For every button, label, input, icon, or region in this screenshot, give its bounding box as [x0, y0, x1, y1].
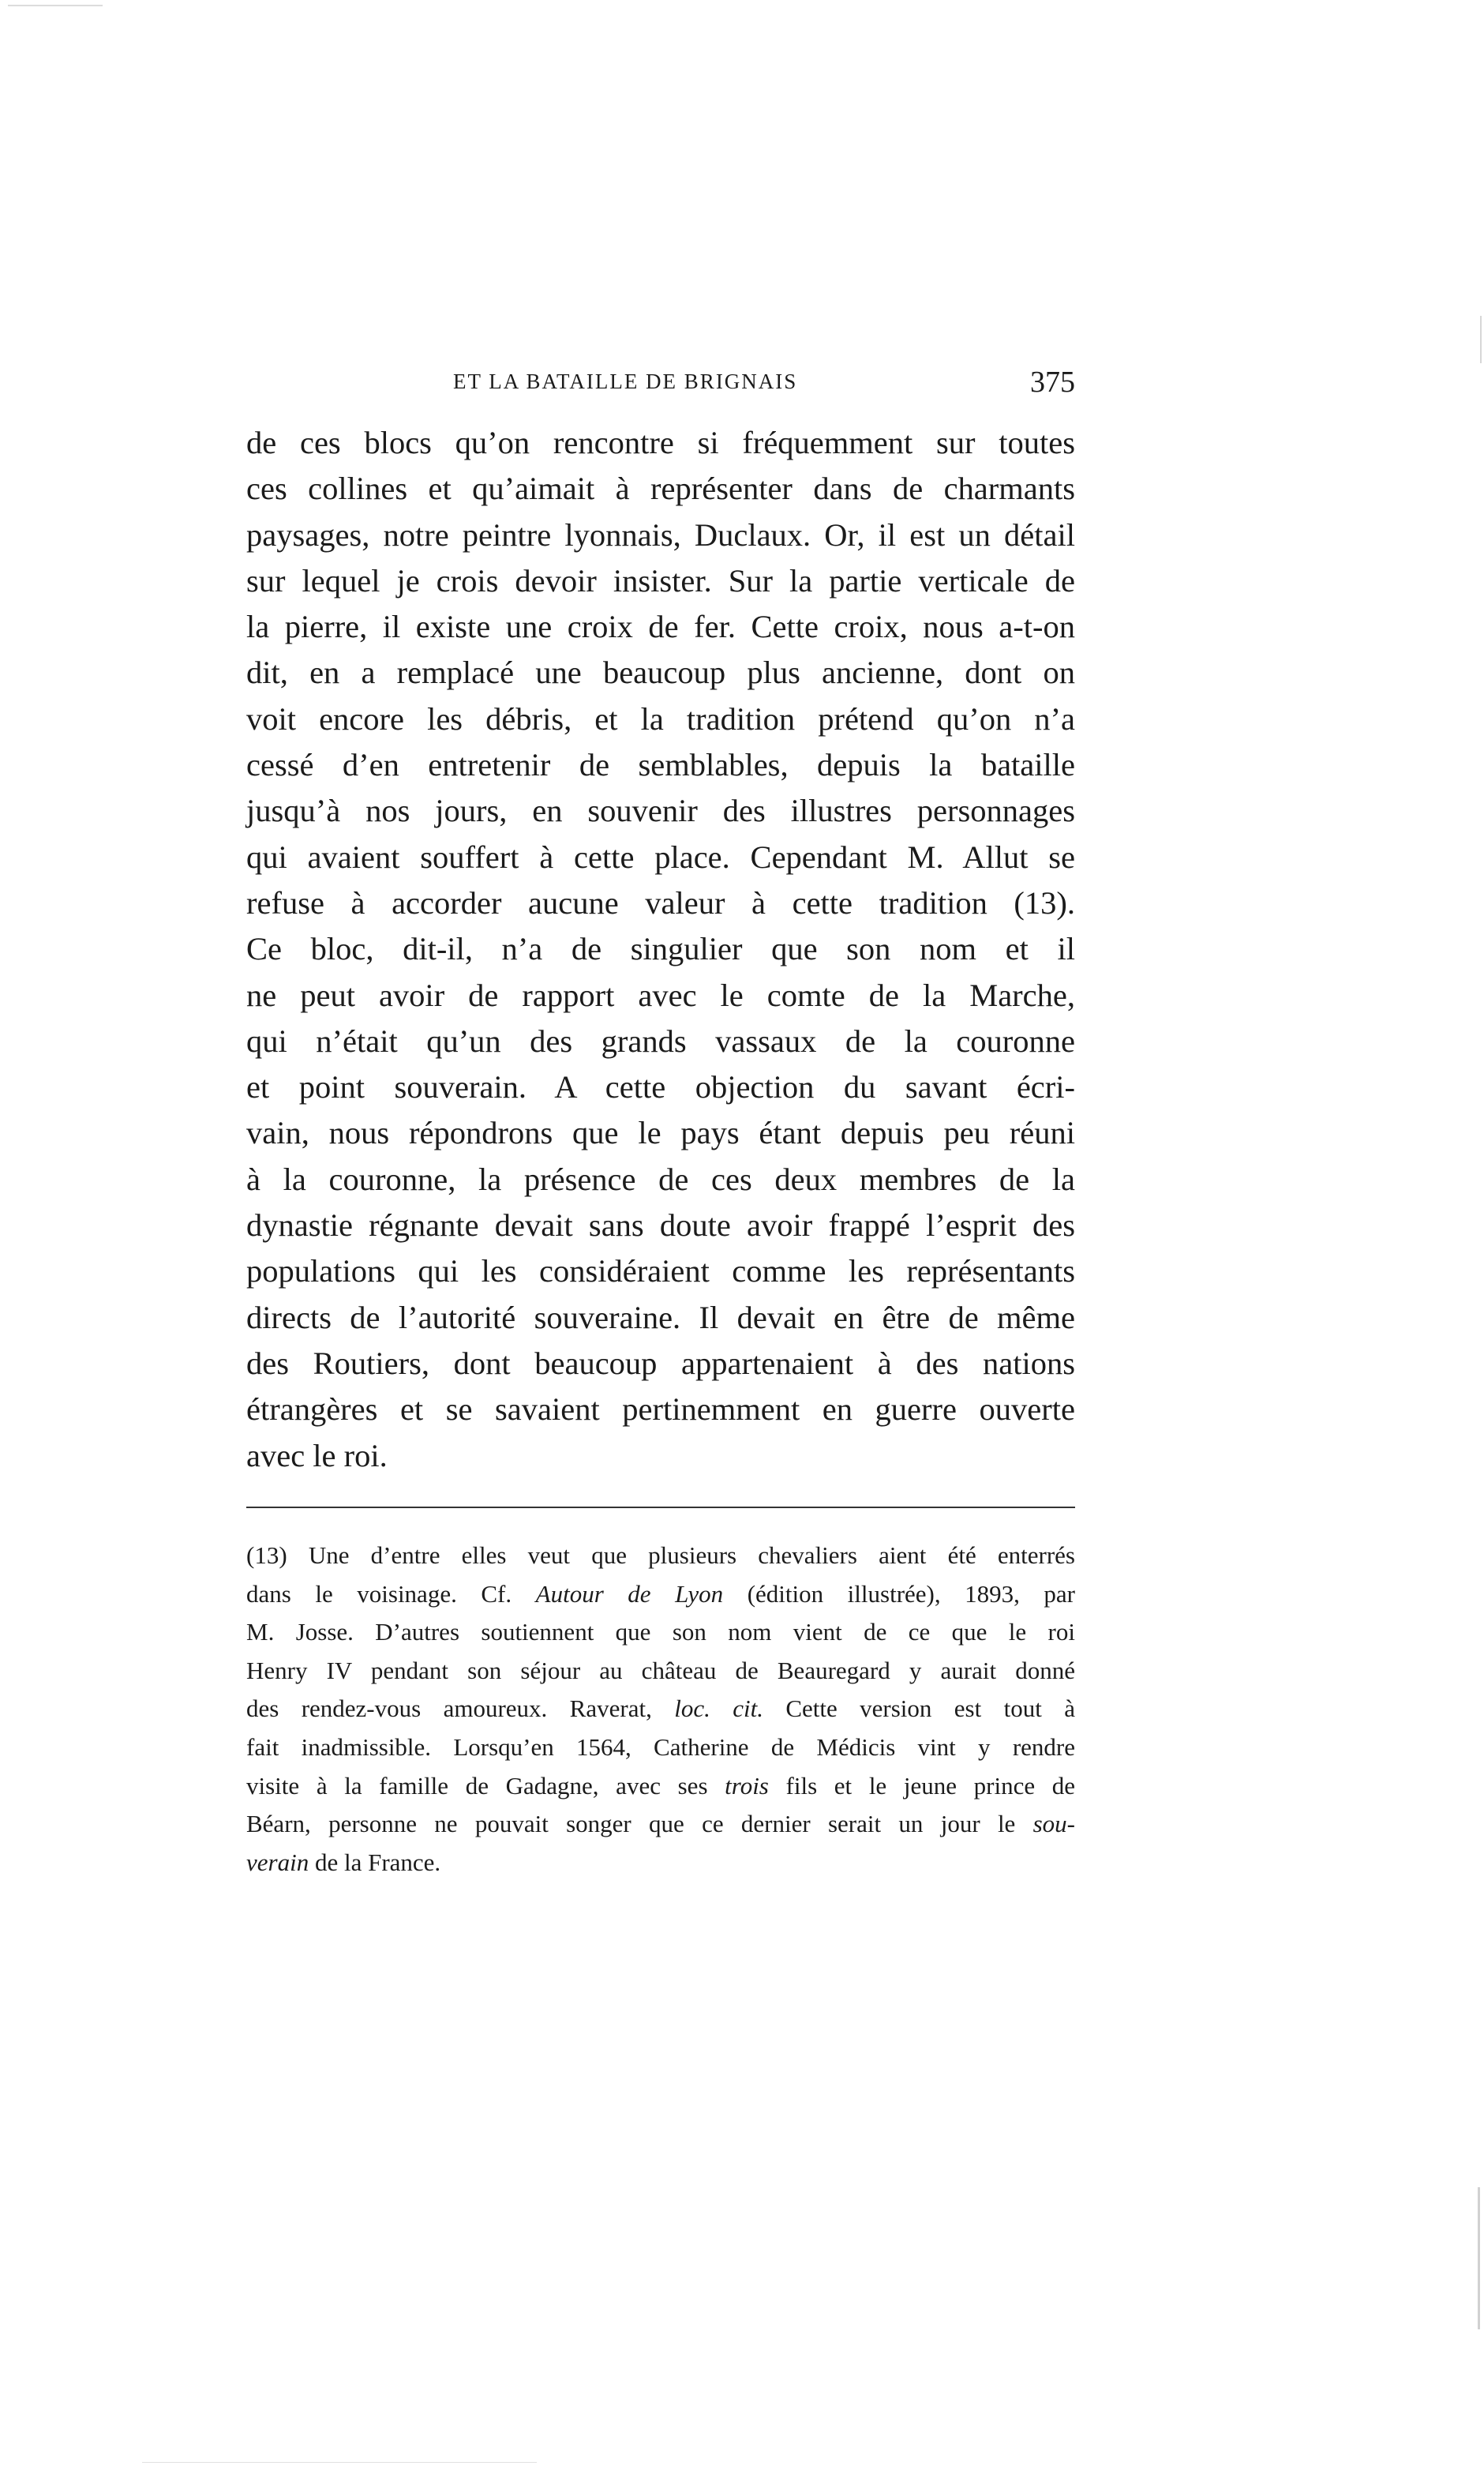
- footnote-text: (édition illustrée), 1893, par: [723, 1579, 1076, 1608]
- footnote-line: [246, 1652, 1075, 1691]
- text-line: dit, en a remplacé une beaucoup plus ancienne, dont on: [246, 655, 1075, 691]
- footnote-line: [246, 1805, 1075, 1844]
- footnote-text: M. Josse. D’autres soutiennent que son nom vient de ce que le roi: [246, 1618, 1075, 1646]
- text-line: paysages, notre peintre lyonnais, Duclaux. Or, il est un détail: [246, 516, 1075, 553]
- footnote-text: Béarn, personne ne pouvait songer que ce dernier serait un jour le: [246, 1810, 1033, 1838]
- footnote-line: [246, 1767, 1075, 1806]
- footnote-italic-word: verain: [246, 1848, 309, 1876]
- footnote-line: [246, 1613, 1075, 1652]
- text-line-last: avec le roi.: [246, 1437, 388, 1473]
- text-line: des Routiers, dont beaucoup appartenaient à des nations: [246, 1345, 1075, 1381]
- footnote: [246, 1537, 1075, 1882]
- footnote-text: fils et le jeune prince de: [768, 1771, 1076, 1800]
- text-line: cessé d’en entretenir de semblables, depuis la bataille: [246, 747, 1075, 783]
- page-number: 375: [1030, 366, 1075, 399]
- text-line: populations qui les considéraient comme les représentants: [246, 1253, 1075, 1289]
- text-line: la pierre, il existe une croix de fer. Cette croix, nous a-t-on: [246, 609, 1075, 645]
- footnote-text: de la France.: [309, 1848, 441, 1876]
- text-line: jusqu’à nos jours, en souvenir des illustres personnages: [246, 793, 1075, 829]
- footnote-text: Henry IV pendant son séjour au château de Beauregard y aurait donné: [246, 1656, 1075, 1684]
- text-line: ne peut avoir de rapport avec le comte de la Marche,: [246, 977, 1075, 1013]
- text-line: dynastie régnante devait sans doute avoir frappé l’esprit des: [246, 1207, 1075, 1244]
- text-line: étrangères et se savaient pertinemment en guerre ouverte: [246, 1391, 1075, 1428]
- footnote-italic-word: trois: [725, 1771, 769, 1800]
- footnote-text: dans le voisinage. Cf.: [246, 1579, 536, 1608]
- text-line: de ces blocs qu’on rencontre si fréquemment sur toutes: [246, 425, 1075, 460]
- text-line: refuse à accorder aucune valeur à cette tradition (13).: [246, 884, 1075, 921]
- text-line: voit encore les débris, et la tradition prétend qu’on n’a: [246, 700, 1075, 737]
- text-line: Ce bloc, dit-il, n’a de singulier que son nom et il: [246, 931, 1075, 967]
- scan-mark-top-left: [8, 5, 103, 6]
- scan-mark-bottom: [142, 2462, 537, 2463]
- footnote-line-last: [246, 1844, 1075, 1882]
- footnote-italic-title: Autour de Lyon: [535, 1579, 724, 1608]
- footnote-line: [246, 1690, 1075, 1728]
- footnote-line: [246, 1575, 1075, 1614]
- text-line: directs de l’autorité souveraine. Il devait en être de même: [246, 1299, 1075, 1335]
- running-title: ET LA BATAILLE DE BRIGNAIS: [453, 370, 798, 393]
- text-line: à la couronne, la présence de ces deux membres de la: [246, 1161, 1075, 1197]
- text-line: et point souverain. A cette objection du savant écri-: [246, 1069, 1075, 1105]
- footnote-divider: [246, 1507, 1075, 1508]
- text-line: vain, nous répondrons que le pays étant depuis peu réuni: [246, 1115, 1075, 1151]
- page-header: [246, 365, 1075, 412]
- footnote-italic-citation: loc. cit.: [674, 1694, 763, 1723]
- text-line: ces collines et qu’aimait à représenter dans de charmants: [246, 471, 1075, 507]
- footnote-italic-word: sou-: [1032, 1810, 1075, 1838]
- footnote-line: [246, 1728, 1075, 1767]
- footnote-text: visite à la famille de Gadagne, avec ses: [246, 1771, 725, 1800]
- scan-mark-right-edge-lower: [1478, 2187, 1480, 2329]
- text-line: qui n’était qu’un des grands vassaux de la couronne: [246, 1023, 1075, 1059]
- footnote-text: (13) Une d’entre elles veut que plusieurs chevaliers aient été enterrés: [246, 1541, 1075, 1569]
- text-line: qui avaient souffert à cette place. Cependant M. Allut se: [246, 839, 1075, 875]
- footnote-text: Cette version est tout à: [763, 1694, 1075, 1723]
- body-text: [246, 420, 1075, 1479]
- scan-mark-right-edge: [1480, 316, 1482, 363]
- text-line: sur lequel je crois devoir insister. Sur la partie verticale de: [246, 562, 1075, 599]
- footnote-text: fait inadmissible. Lorsqu’en 1564, Catherine de Médicis vint y rendre: [246, 1732, 1075, 1761]
- footnote-text: des rendez-vous amoureux. Raverat,: [246, 1694, 675, 1723]
- footnote-line: [246, 1537, 1075, 1575]
